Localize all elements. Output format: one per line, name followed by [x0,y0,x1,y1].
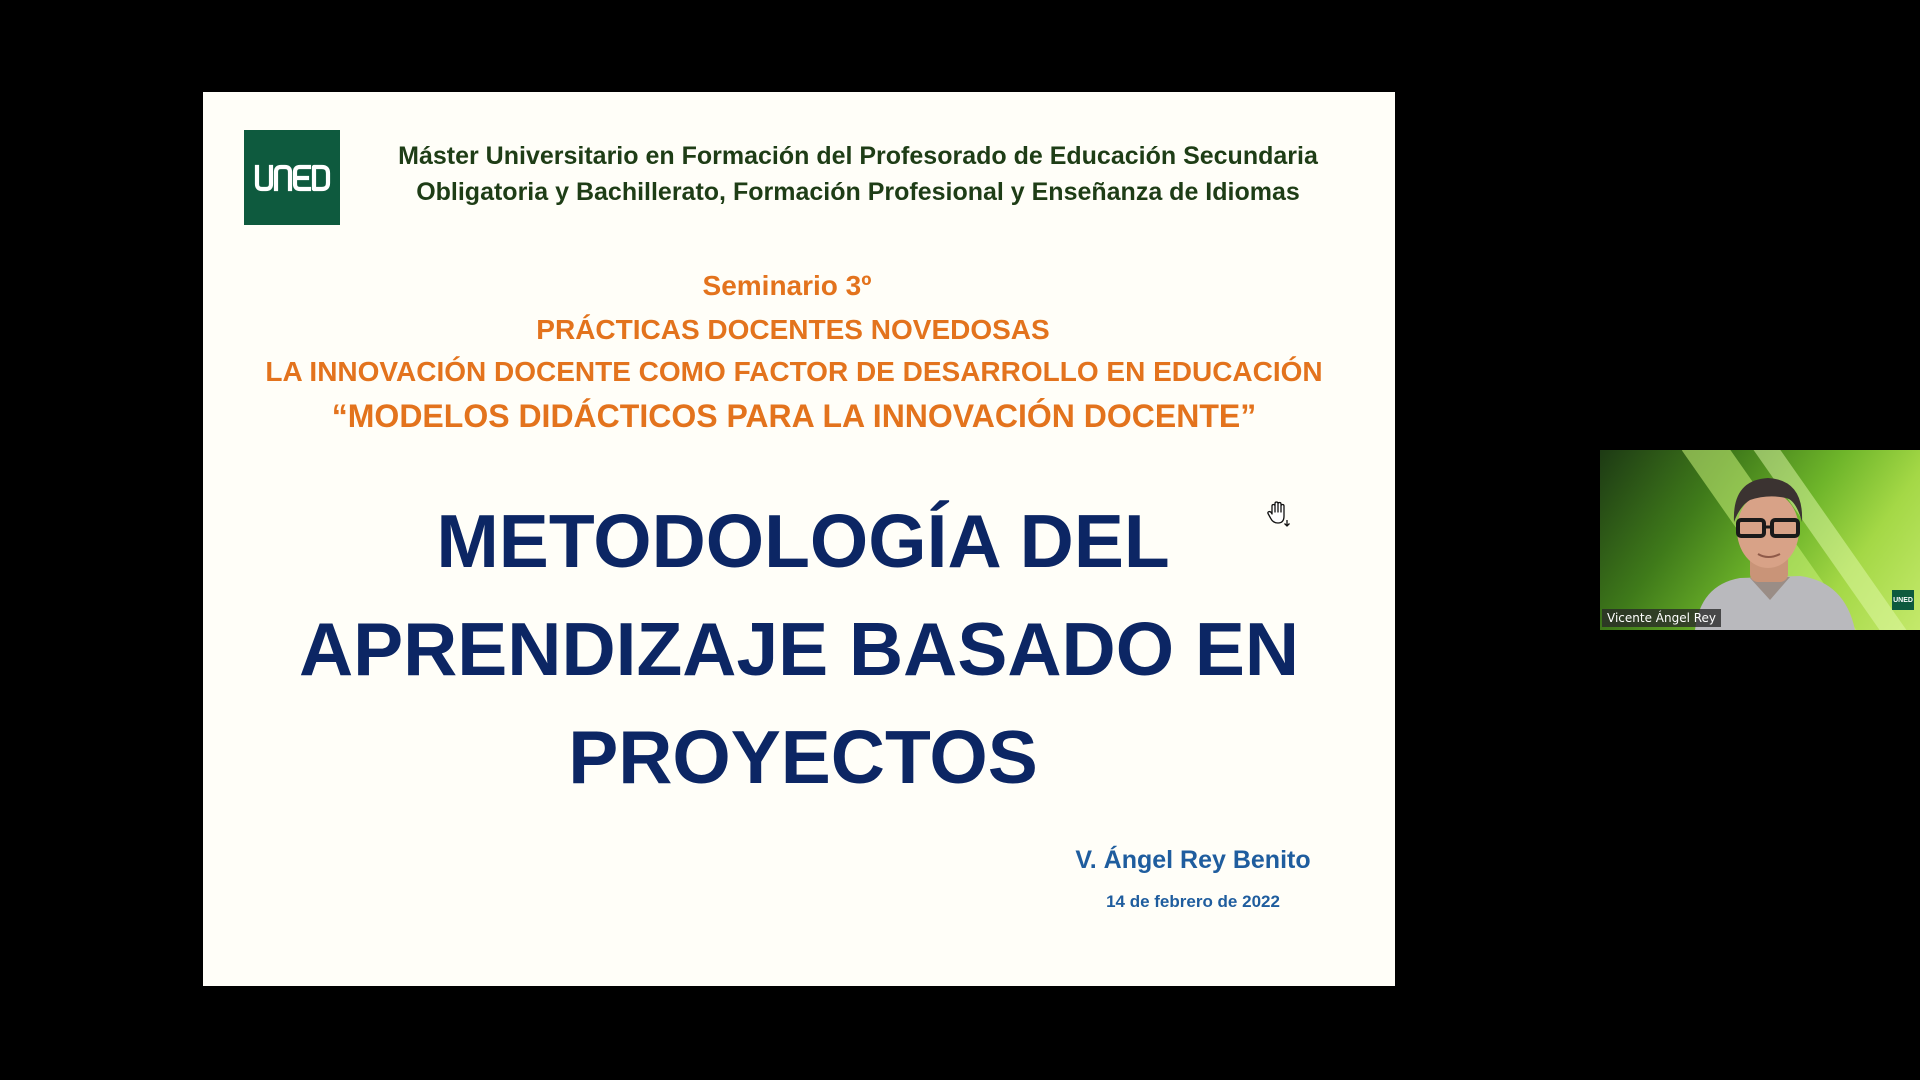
participant-name-label: Vicente Ángel Rey [1602,609,1721,627]
presentation-date: 14 de febrero de 2022 [1106,892,1280,911]
author-name: V. Ángel Rey Benito [1075,846,1311,874]
title-line-1: METODOLOGÍA DEL [436,499,1170,583]
uned-logo-wordmark [253,163,331,193]
seminar-number: Seminario 3º [702,270,872,301]
title-line-2: APRENDIZAJE BASADO EN [298,607,1300,691]
seminar-heading [203,264,1395,440]
master-line-2: Obligatoria y Bachillerato, Formación Profesional y Enseñanza de Idiomas [416,178,1300,206]
hand-cursor-icon [1263,498,1293,528]
seminar-subtitle: PRÁCTICAS DOCENTES NOVEDOSAS [536,314,1050,345]
uned-logo [244,130,340,225]
participant-person [1600,450,1920,630]
participant-video[interactable] [1600,450,1920,630]
master-program-title [353,138,1363,210]
title-line-3: PROYECTOS [568,715,1038,799]
uned-logo-small: UNED [1892,590,1914,610]
seminar-topic: LA INNOVACIÓN DOCENTE COMO FACTOR DE DESARROLLO EN EDUCACIÓN [265,356,1323,387]
presentation-slide [203,92,1395,986]
seminar-quote: “MODELOS DIDÁCTICOS PARA LA INNOVACIÓN DOCENTE” [331,398,1257,434]
master-line-1: Máster Universitario en Formación del Profesorado de Educación Secundaria [398,142,1318,170]
slide-main-title [203,487,1395,811]
